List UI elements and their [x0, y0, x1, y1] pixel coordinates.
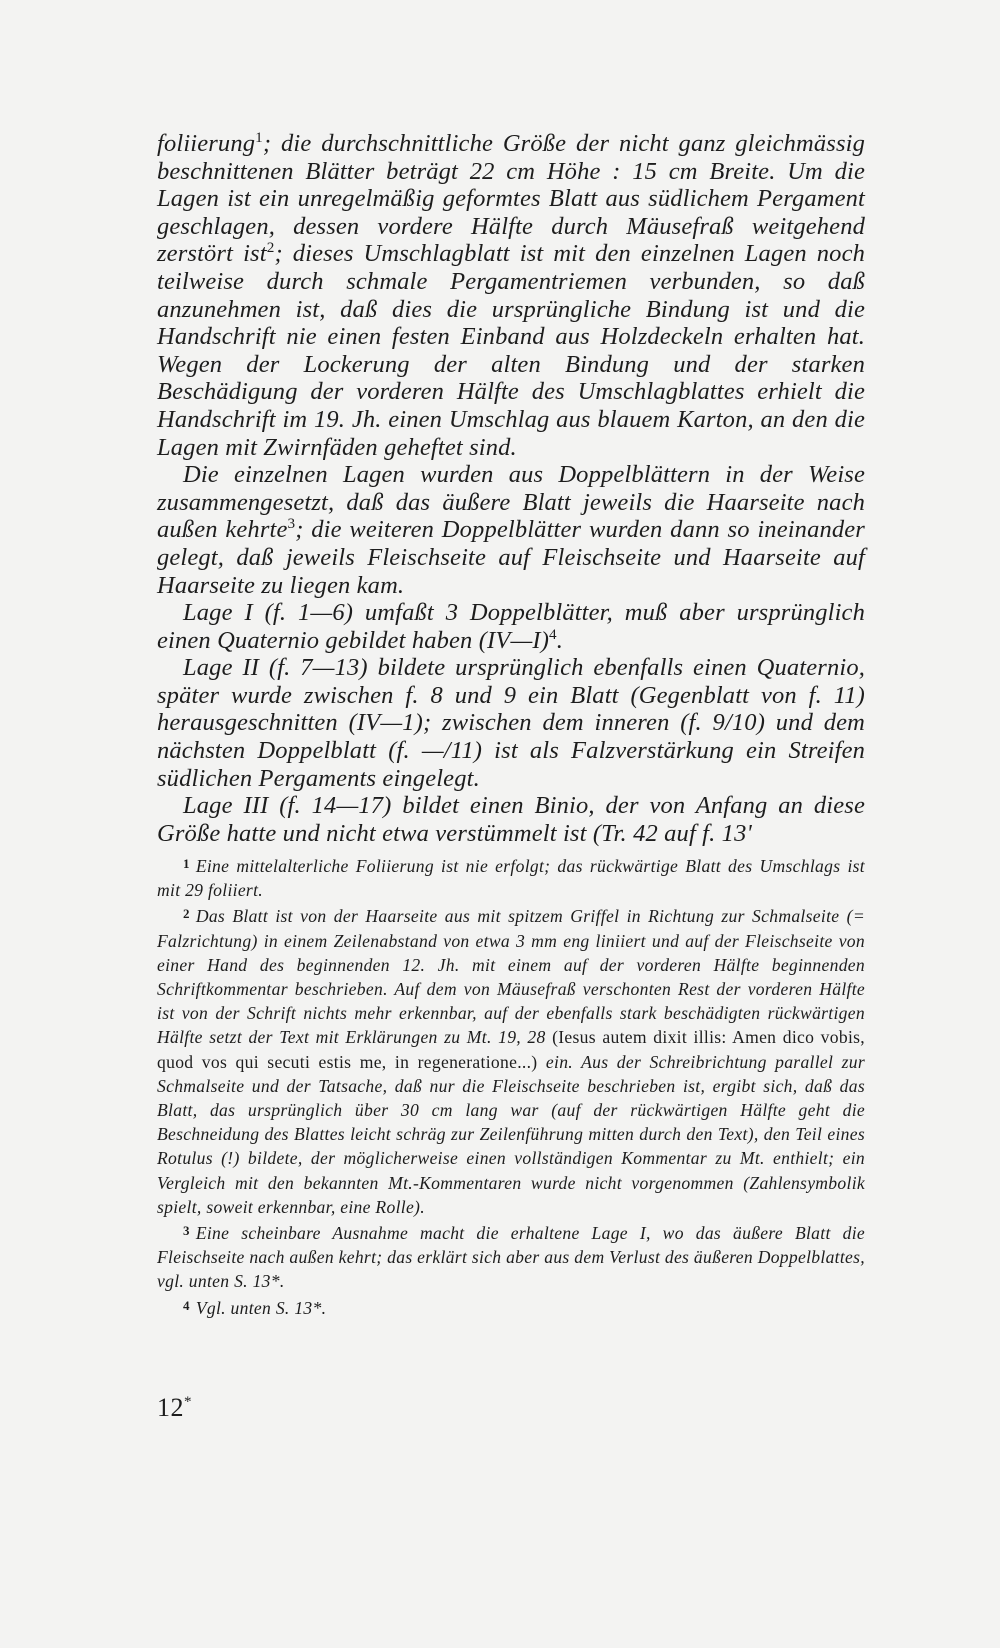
text-run: Lage I (f. 1—6) umfaßt 3 Doppelblätter, muß aber ursprünglich einen Quaternio gebildet haben (IV—I) [157, 599, 865, 654]
footnote-4 [157, 1294, 865, 1320]
text-run: ; die durchschnittliche Größe der nicht ganz gleichmässig beschnittenen Blätter beträgt 22 cm Höhe : 15 cm Breite. Um die Lagen ist ein unregelmäßig geformtes Blatt aus südlichem Pergament geschlagen, dessen vordere Hälfte durch Mäusefraß weitgehend zerstört ist [157, 130, 865, 268]
text-run: Die einzelnen Lagen wurden aus Doppelblättern in der Weise zusammengesetzt, daß das äußere Blatt jeweils die Haarseite nach außen kehrte [157, 461, 865, 544]
text-run: foliierung [157, 130, 256, 157]
footnote-2 [157, 902, 865, 1219]
paragraph-quire-structure [157, 461, 865, 599]
footnote-number: 4 [183, 1297, 190, 1313]
paragraph-lage-1 [157, 599, 865, 654]
page-number [157, 1393, 192, 1423]
footnote-text: Vgl. unten S. 13*. [195, 1297, 327, 1318]
footnote-text: ein. Aus der Schreibrichtung parallel zur Schmalseite und der Tatsache, daß nur die Fleischseite beschrieben ist, ergibt sich, daß das Blatt, das ursprünglich über 30 cm lang war (auf der rückwärtigen Hälfte geht die Beschneidung des Blattes leicht schräg zur Zeilenführung mitten durch den Text), den Teil eines Rotulus (!) bildete, der möglicherweise einen vollständigen Kommentar zu Mt. enthielt; ein Vergleich mit den bekannten Mt.-Kommentaren wurde nicht vorgenommen (Zahlensymbolik spielt, soweit erkennbar, eine Rolle). [157, 1051, 866, 1217]
footnote-number: 2 [183, 906, 190, 922]
footnote-ref-3[interactable]: 3 [287, 515, 296, 533]
paragraph-lage-3: Lage III (f. 14—17) bildet einen Binio, der von Anfang an diese Größe hatte und nicht etwa verstümmelt ist (Tr. 42 auf f. 13' [157, 792, 865, 847]
paragraph-binding [157, 130, 865, 461]
footnote-text: Das Blatt ist von der Haarseite aus mit spitzem Griffel in Richtung zur Schmalseite (= Falzrichtung) in einem Zeilenabstand von etwa 3 mm eng liniiert und auf der Fleischseite von einer Hand des beginnenden 12. Jh. mit einem auf der vorderen Hälfte beginnenden Schriftkommentar beschrieben. Auf dem von Mäusefraß verschonten Rest der vorderen Hälfte ist von der Schrift nichts mehr erkennbar, auf der ebenfalls stark beschädigten rückwärtigen Hälfte setzt der Text mit Erklärungen zu Mt. 19, 28 [157, 906, 865, 1048]
footnote-text: Eine mittelalterliche Foliierung ist nie erfolgt; das rückwärtige Blatt des Umschlags ist mit 29 foliiert. [157, 856, 865, 901]
footnotes [157, 852, 865, 1320]
footnote-ref-2[interactable]: 2 [266, 239, 275, 257]
page-number-mark: * [184, 1394, 192, 1410]
text-run: . [556, 626, 564, 654]
footnote-3 [157, 1219, 865, 1294]
page-number-value: 12 [157, 1393, 184, 1422]
footnote-1 [157, 852, 865, 902]
text-run: ; die weiteren Doppelblätter wurden dann so ineinander gelegt, daß jeweils Fleischseite auf Fleischseite und Haarseite auf Haarseite zu liegen kam. [157, 516, 865, 599]
footnote-ref-4[interactable]: 4 [549, 625, 557, 643]
latin-quotation: (Iesus autem dixit illis: Amen dico vobis, quod vos qui secuti estis me, in regeneratione...) [157, 1027, 865, 1072]
main-text [157, 130, 865, 847]
footnote-number: 3 [183, 1223, 190, 1239]
paragraph-lage-2: Lage II (f. 7—13) bildete ursprünglich ebenfalls einen Quaternio, später wurde zwischen f. 8 und 9 ein Blatt (Gegenblatt von f. 11) herausgeschnitten (IV—1); zwischen dem inneren (f. 9/10) und dem nächsten Doppelblatt (f. —/11) ist als Falzverstärkung ein Streifen südlichen Pergaments eingelegt. [157, 654, 865, 792]
footnote-text: Eine scheinbare Ausnahme macht die erhaltene Lage I, wo das äußere Blatt die Fleischseite nach außen kehrt; das erklärt sich aber aus dem Verlust des äußeren Doppelblattes, vgl. unten S. 13*. [157, 1223, 866, 1292]
footnote-ref-1[interactable]: 1 [255, 128, 263, 146]
footnote-number: 1 [183, 856, 190, 871]
text-run: ; dieses Umschlagblatt ist mit den einzelnen Lagen noch teilweise durch schmale Pergamentriemen verbunden, so daß anzunehmen ist, daß dies die ursprüngliche Bindung ist und die Handschrift nie einen festen Einband aus Holzdeckeln erhalten hat. Wegen der Lockerung der alten Bindung und der starken Beschädigung der vorderen Hälfte des Umschlagblattes erhielt die Handschrift im 19. Jh. einen Umschlag aus blauem Karton, an den die Lagen mit Zwirnfäden geheftet sind. [157, 240, 866, 461]
